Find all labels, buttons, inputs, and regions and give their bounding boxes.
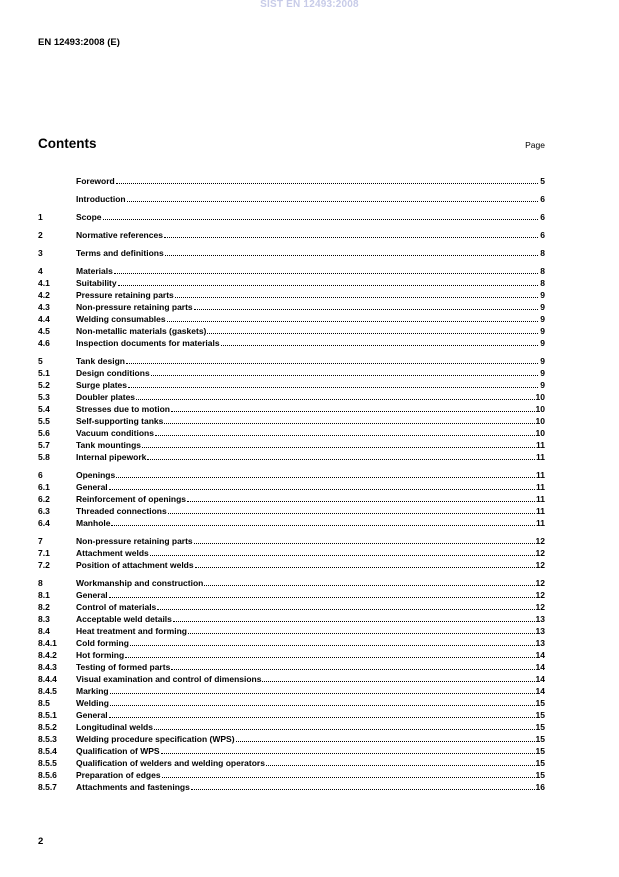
toc-entry-number: 5.5 — [38, 416, 50, 426]
dot-leader — [151, 367, 538, 376]
toc-entry-number: 6.3 — [38, 506, 50, 516]
watermark: SIST EN 12493:2008 — [260, 0, 359, 10]
dot-leader — [128, 379, 538, 388]
dot-leader — [191, 781, 535, 790]
toc-entry[interactable] — [38, 247, 545, 259]
toc-entry-title: Vacuum conditions — [76, 428, 154, 438]
toc-entry[interactable] — [38, 685, 545, 697]
toc-entry[interactable] — [38, 427, 545, 439]
page-number: 2 — [38, 836, 44, 847]
dot-leader — [103, 211, 538, 220]
toc-entry-title: Non-metallic materials (gaskets) — [76, 326, 207, 336]
toc-entry-title: Pressure retaining parts — [76, 290, 174, 300]
toc-entry[interactable] — [38, 175, 545, 187]
toc-entry[interactable] — [38, 589, 545, 601]
toc-entry[interactable] — [38, 721, 545, 733]
toc-entry[interactable] — [38, 301, 545, 313]
toc-entry-page: 6 — [540, 194, 545, 204]
toc-entry-title: Visual examination and control of dimensions — [76, 674, 262, 684]
toc-entry-page: 8 — [540, 248, 545, 258]
toc-entry-number: 5 — [38, 356, 43, 366]
toc-entry-number: 8 — [38, 578, 43, 588]
dot-leader — [126, 355, 538, 364]
toc-entry-title: Cold forming — [76, 638, 129, 648]
toc-entry[interactable] — [38, 391, 545, 403]
toc-entry-number: 8.5.2 — [38, 722, 57, 732]
dot-leader — [207, 325, 538, 334]
toc-entry-number: 4.3 — [38, 302, 50, 312]
toc-entry-number: 5.6 — [38, 428, 50, 438]
toc-entry[interactable] — [38, 517, 545, 529]
toc-entry-number: 8.4.5 — [38, 686, 57, 696]
toc-entry-page: 11 — [536, 452, 545, 462]
dot-leader — [164, 415, 534, 424]
toc-entry-number: 8.5.1 — [38, 710, 57, 720]
dot-leader — [221, 337, 538, 346]
toc-entry-title: Non-pressure retaining parts — [76, 302, 193, 312]
toc-entry-page: 9 — [540, 314, 545, 324]
toc-entry-title: Attachment welds — [76, 548, 149, 558]
toc-entry-title: Welding consumables — [76, 314, 166, 324]
dot-leader — [130, 637, 535, 646]
toc-entry-number: 8.4.2 — [38, 650, 57, 660]
toc-entry-title: Doubler plates — [76, 392, 136, 402]
toc-entry[interactable] — [38, 289, 545, 301]
toc-entry-title: Attachments and fastenings — [76, 782, 190, 792]
dot-leader — [236, 733, 535, 742]
toc-entry-title: Control of materials — [76, 602, 157, 612]
toc-entry-page: 16 — [535, 782, 545, 792]
toc-entry-number: 4.1 — [38, 278, 50, 288]
dot-leader — [171, 661, 534, 670]
toc-entry-page: 12 — [535, 548, 545, 558]
toc-entry-page: 9 — [540, 380, 545, 390]
toc-entry-title: Openings — [76, 470, 116, 480]
dot-leader — [187, 493, 535, 502]
dot-leader — [171, 403, 535, 412]
toc-entry-number: 4.2 — [38, 290, 50, 300]
toc-entry-number: 5.4 — [38, 404, 50, 414]
toc-entry[interactable] — [38, 781, 545, 793]
toc-entry-page: 13 — [535, 626, 545, 636]
toc-entry-page: 12 — [535, 560, 545, 570]
dot-leader — [266, 757, 535, 766]
toc-entry-title: Marking — [76, 686, 109, 696]
toc-entry[interactable] — [38, 745, 545, 757]
toc-entry[interactable] — [38, 625, 545, 637]
toc-entry[interactable] — [38, 355, 545, 367]
toc-entry-title: Scope — [76, 212, 102, 222]
toc-entry[interactable] — [38, 379, 545, 391]
toc-entry-number: 4.6 — [38, 338, 50, 348]
toc-entry-page: 9 — [540, 290, 545, 300]
toc-entry-page: 6 — [540, 212, 545, 222]
toc-entry-page: 15 — [535, 722, 545, 732]
toc-entry-page: 8 — [540, 278, 545, 288]
toc-entry-title: Surge plates — [76, 380, 128, 390]
toc-entry-title: Preparation of edges — [76, 770, 161, 780]
toc-entry-number: 6.1 — [38, 482, 50, 492]
toc-entry-title: Workmanship and construction — [76, 578, 204, 588]
toc-entry-page: 9 — [540, 326, 545, 336]
toc-entry-number: 8.5.7 — [38, 782, 57, 792]
toc-entry-page: 10 — [535, 404, 545, 414]
toc-entry[interactable] — [38, 637, 545, 649]
dot-leader — [262, 673, 534, 682]
dot-leader — [109, 709, 535, 718]
dot-leader — [168, 505, 535, 514]
toc-entry-title: Hot forming — [76, 650, 125, 660]
dot-leader — [127, 193, 538, 202]
toc-entry-title: Non-pressure retaining parts — [76, 536, 193, 546]
toc-entry-title: Position of attachment welds — [76, 560, 194, 570]
toc-entry-number: 8.4.1 — [38, 638, 57, 648]
toc-entry-page: 8 — [540, 266, 545, 276]
dot-leader — [175, 289, 538, 298]
dot-leader — [194, 535, 535, 544]
toc-entry[interactable] — [38, 211, 545, 223]
toc-entry-page: 15 — [535, 734, 545, 744]
toc-entry-page: 10 — [535, 392, 545, 402]
dot-leader — [150, 547, 535, 556]
toc-entry-page: 11 — [536, 482, 545, 492]
toc-entry-page: 15 — [535, 698, 545, 708]
toc-entry-number: 8.5.4 — [38, 746, 57, 756]
toc-entry-title: Materials — [76, 266, 113, 276]
toc-entry-title: General — [76, 590, 108, 600]
toc-entry[interactable] — [38, 709, 545, 721]
toc-entry-page: 11 — [536, 494, 545, 504]
toc-entry[interactable] — [38, 649, 545, 661]
toc-entry[interactable] — [38, 481, 545, 493]
toc-entry-title: Qualification of welders and welding operators — [76, 758, 265, 768]
toc-entry-page: 15 — [535, 710, 545, 720]
toc-entry-page: 11 — [536, 506, 545, 516]
toc-entry-page: 12 — [535, 578, 545, 588]
toc-entry-page: 12 — [535, 602, 545, 612]
toc-entry[interactable] — [38, 577, 545, 589]
toc-entry-page: 11 — [536, 470, 545, 480]
dot-leader — [116, 469, 535, 478]
toc-entry-title: Introduction — [76, 194, 126, 204]
toc-entry-page: 11 — [536, 440, 545, 450]
toc-entry-page: 9 — [540, 368, 545, 378]
toc-entry-title: Foreword — [76, 176, 115, 186]
toc-entry-number: 6.2 — [38, 494, 50, 504]
toc-entry[interactable] — [38, 559, 545, 571]
toc-entry-number: 3 — [38, 248, 43, 258]
toc-entry-page: 12 — [535, 536, 545, 546]
toc-entry[interactable] — [38, 673, 545, 685]
toc-entry[interactable] — [38, 535, 545, 547]
dot-leader — [110, 685, 535, 694]
toc-entry-page: 14 — [535, 686, 545, 696]
toc-entry-number: 6.4 — [38, 518, 50, 528]
toc-entry-title: Normative references — [76, 230, 163, 240]
toc-entry-number: 7.2 — [38, 560, 50, 570]
toc-entry-number: 8.5.6 — [38, 770, 57, 780]
toc-entry-number: 8.5.5 — [38, 758, 57, 768]
toc-entry-page: 13 — [535, 614, 545, 624]
toc-entry-title: Stresses due to motion — [76, 404, 170, 414]
toc-entry-page: 9 — [540, 338, 545, 348]
toc-entry-page: 9 — [540, 356, 545, 366]
toc-entry-page: 14 — [535, 674, 545, 684]
toc-entry-title: Terms and definitions — [76, 248, 164, 258]
toc-entry-number: 4.5 — [38, 326, 50, 336]
dot-leader — [109, 589, 535, 598]
toc-entry-page: 12 — [535, 590, 545, 600]
toc-entry-title: Design conditions — [76, 368, 150, 378]
toc-entry[interactable] — [38, 757, 545, 769]
toc-entry-number: 5.8 — [38, 452, 50, 462]
toc-entry-title: Tank mountings — [76, 440, 142, 450]
toc-entry[interactable] — [38, 439, 545, 451]
toc-entry-title: Suitability — [76, 278, 117, 288]
dot-leader — [188, 625, 535, 634]
dot-leader — [194, 301, 538, 310]
toc-entry-page: 15 — [535, 758, 545, 768]
toc-entry[interactable] — [38, 661, 545, 673]
toc-entry[interactable] — [38, 547, 545, 559]
toc-entry[interactable] — [38, 193, 545, 205]
toc-entry[interactable] — [38, 229, 545, 241]
toc-entry-page: 10 — [535, 416, 545, 426]
toc-entry-title: Welding procedure specification (WPS) — [76, 734, 235, 744]
toc-entry-number: 8.2 — [38, 602, 50, 612]
dot-leader — [155, 427, 535, 436]
dot-leader — [111, 517, 535, 526]
toc-entry[interactable] — [38, 337, 545, 349]
dot-leader — [109, 481, 535, 490]
toc-entry-page: 11 — [536, 518, 545, 528]
toc-entry-title: Testing of formed parts — [76, 662, 171, 672]
dot-leader — [118, 277, 538, 286]
toc-entry-number: 7.1 — [38, 548, 50, 558]
toc-entry[interactable] — [38, 403, 545, 415]
toc-entry-title: Inspection documents for materials — [76, 338, 220, 348]
toc-entry-title: Internal pipework — [76, 452, 147, 462]
toc-entry-page: 13 — [535, 638, 545, 648]
dot-leader — [157, 601, 534, 610]
toc-entry-number: 8.4.3 — [38, 662, 57, 672]
toc-entry[interactable] — [38, 733, 545, 745]
toc-entry[interactable] — [38, 697, 545, 709]
toc-entry[interactable] — [38, 367, 545, 379]
dot-leader — [173, 613, 535, 622]
toc-entry-number: 8.5.3 — [38, 734, 57, 744]
toc-entry[interactable] — [38, 325, 545, 337]
toc-entry-page: 15 — [535, 770, 545, 780]
toc-entry-number: 7 — [38, 536, 43, 546]
toc-entry[interactable] — [38, 451, 545, 463]
toc-entry-title: Tank design — [76, 356, 125, 366]
dot-leader — [110, 697, 535, 706]
toc-entry-page: 14 — [535, 650, 545, 660]
toc-entry[interactable] — [38, 505, 545, 517]
toc-entry-number: 1 — [38, 212, 43, 222]
toc-entry-page: 14 — [535, 662, 545, 672]
dot-leader — [147, 451, 535, 460]
toc-entry-page: 9 — [540, 302, 545, 312]
toc-entry-page: 15 — [535, 746, 545, 756]
toc-entry-title: Threaded connections — [76, 506, 167, 516]
dot-leader — [136, 391, 534, 400]
dot-leader — [142, 439, 535, 448]
toc-entry-page: 5 — [540, 176, 545, 186]
toc-entry[interactable] — [38, 613, 545, 625]
toc-entry-number: 8.3 — [38, 614, 50, 624]
dot-leader — [167, 313, 538, 322]
toc-entry-title: General — [76, 710, 108, 720]
toc-entry-number: 5.3 — [38, 392, 50, 402]
dot-leader — [125, 649, 534, 658]
dot-leader — [114, 265, 538, 274]
toc-entry-number: 8.5 — [38, 698, 50, 708]
page-title: Contents — [38, 136, 97, 151]
toc-entry-title: Manhole — [76, 518, 111, 528]
toc-entry-number: 8.4 — [38, 626, 50, 636]
toc-entry-number: 4 — [38, 266, 43, 276]
toc-entry-title: Welding — [76, 698, 109, 708]
dot-leader — [195, 559, 535, 568]
page-column-label: Page — [525, 140, 545, 150]
dot-leader — [165, 247, 538, 256]
toc-entry-title: Qualification of WPS — [76, 746, 160, 756]
dot-leader — [161, 745, 535, 754]
toc-entry-number: 8.4.4 — [38, 674, 57, 684]
toc-entry-number: 8.1 — [38, 590, 50, 600]
toc-entry-number: 4.4 — [38, 314, 50, 324]
toc-entry[interactable] — [38, 769, 545, 781]
dot-leader — [154, 721, 535, 730]
toc-entry-number: 5.7 — [38, 440, 50, 450]
toc-entry-number: 5.1 — [38, 368, 50, 378]
toc-entry-page: 6 — [540, 230, 545, 240]
toc-entry-number: 6 — [38, 470, 43, 480]
toc-entry-title: Acceptable weld details — [76, 614, 172, 624]
toc-entry-title: Heat treatment and forming — [76, 626, 187, 636]
toc-entry-number: 2 — [38, 230, 43, 240]
toc-entry[interactable] — [38, 277, 545, 289]
toc-entry[interactable] — [38, 493, 545, 505]
toc-entry[interactable] — [38, 469, 545, 481]
document-id: EN 12493:2008 (E) — [38, 37, 120, 48]
toc-entry-title: General — [76, 482, 108, 492]
toc-entry-title: Self-supporting tanks — [76, 416, 164, 426]
toc-entry-page: 10 — [535, 428, 545, 438]
toc-entry[interactable] — [38, 415, 545, 427]
dot-leader — [204, 577, 534, 586]
toc-entry-title: Reinforcement of openings — [76, 494, 187, 504]
dot-leader — [162, 769, 535, 778]
toc-entry[interactable] — [38, 601, 545, 613]
dot-leader — [116, 175, 538, 184]
table-of-contents — [38, 175, 545, 793]
toc-entry-title: Longitudinal welds — [76, 722, 153, 732]
dot-leader — [164, 229, 538, 238]
toc-entry[interactable] — [38, 265, 545, 277]
toc-entry[interactable] — [38, 313, 545, 325]
toc-entry-number: 5.2 — [38, 380, 50, 390]
